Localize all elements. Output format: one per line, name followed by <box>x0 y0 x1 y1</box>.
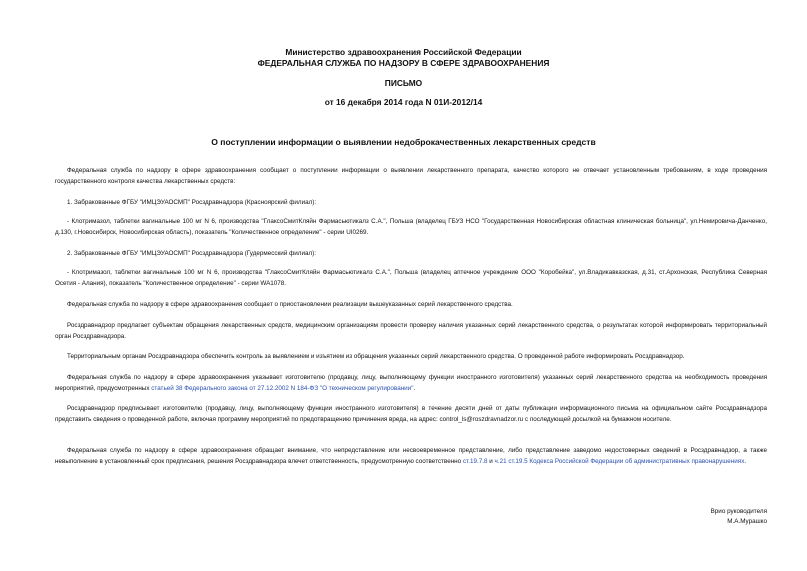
document-title: О поступлении информации о выявлении недоброкачественных лекарственных средств <box>211 137 596 147</box>
suspend-paragraph: Федеральная служба по надзору в сфере здравоохранения сообщает о приостановлении реализации вышеуказанных серий лекарственного средства. <box>67 301 513 308</box>
law-184-fz-link[interactable]: статьей 38 Федерального закона от 27.12.2002 N 184-ФЗ "О техническом регулировании" <box>151 384 414 392</box>
subjects-paragraph: Росздравнадзор предлагает субъектам обращения лекарственных средств, медицинским организациям провести проверку наличия указанных серий лекарственного средства, о результатах которой информировать территориальный орган Росздравнадзора. <box>55 322 767 340</box>
prescribe-paragraph: Росздравнадзор предписывает изготовителю (продавцу, лицу, выполняющему функции иностранного изготовителя) в течение десяти дней от даты публикации информационного письма на официальном сайте Росздравнадзора представить сведения о проведенной работе, включая программу мероприятий по предотвращению причинения вреда, на адрес: control_ls@roszdravnadzor.ru с последующей досылкой на бумажном носителе. <box>55 405 767 423</box>
item2-text: - Клотримазол, таблетки вагинальные 100 мг N 6, производства "ГлаксоСмитКляйн Фармасьютикалз С.А.", Польша (владелец аптечное учреждение ООО "Коробейка", ул.Владикавказская, д.31, ст.Архонская, Республика Северная Осетия - Алания), показатель "Количественное определение" - серии WA1078. <box>55 269 767 287</box>
manufacturer-text-end: . <box>413 384 416 392</box>
manufacturer-paragraph <box>55 373 767 394</box>
attention-text-start: Федеральная служба по надзору в сфере здравоохранения обращает внимание, что непредставление или несвоевременное представление, либо представление заведомо недостоверных сведений в Росздравнадзор, а также невыполнение в установленный срок предписания, решения Росздравнадзора влечет ответственность, предусмотренную соответственно <box>55 447 767 465</box>
attention-paragraph <box>55 446 767 467</box>
intro-paragraph: Федеральная служба по надзору в сфере здравоохранения сообщает о поступлении информации о выявлении лекарственного препарата, качество которого не отвечает установленным требованиям, в ходе проведения государственного контроля качества лекарственных средств: <box>55 167 767 185</box>
koap-rf-link[interactable]: Кодекса Российской Федерации об административных правонарушениях <box>529 457 745 465</box>
document-type: ПИСЬМО <box>384 78 423 88</box>
attention-text-end: . <box>744 457 747 465</box>
document-date-number: от 16 декабря 2014 года N 01И-2012/14 <box>324 97 483 107</box>
item1-text: - Клотримазол, таблетки вагинальные 100 мг N 6, производства "ГлаксоСмитКляйн Фармасьютикалз С.А.", Польша (владелец ГБУЗ НСО "Государственная Новосибирская областная клиническая больница", ул.Немировича-Данченко, д.130, г.Новосибирск, Новосибирская область), показатель "Количественное определение" - серии UI0269. <box>55 218 767 236</box>
attention-text-mid: и <box>487 457 495 465</box>
item2-heading: 2. Забракованные ФГБУ "ИМЦЭУАОСМП" Росздравнадзора (Гудермесский филиал): <box>67 250 317 257</box>
ministry-name: Министерство здравоохранения Российской Федерации <box>285 47 522 57</box>
manufacturer-text-start: Федеральная служба по надзору в сфере здравоохранения указывает изготовителю (продавцу, лицу, выполняющему функции иностранного изготовителя) указанных серий лекарственного средства на необходимость проведения мероприятий, предусмотренных <box>55 374 767 392</box>
article-19-5-link[interactable]: ч.21 ст.19.5 <box>494 457 528 465</box>
article-19-7-8-link[interactable]: ст.19.7.8 <box>462 457 488 465</box>
item1-heading: 1. Забракованные ФГБУ "ИМЦЭУАОСМП" Росздравнадзора (Красноярский филиал): <box>67 199 317 206</box>
service-name: ФЕДЕРАЛЬНАЯ СЛУЖБА ПО НАДЗОРУ В СФЕРЕ ЗДРАВООХРАНЕНИЯ <box>257 58 550 68</box>
signature-block <box>711 507 767 527</box>
signatory-name: М.А.Мурашко <box>727 518 767 525</box>
territorial-paragraph: Территориальным органам Росздравнадзора обеспечить контроль за выявлением и изъятием из обращения указанных серий лекарственного средства. О проведенной работе информировать Росздравнадзор. <box>67 353 685 360</box>
signatory-position: Врио руководителя <box>710 508 767 515</box>
